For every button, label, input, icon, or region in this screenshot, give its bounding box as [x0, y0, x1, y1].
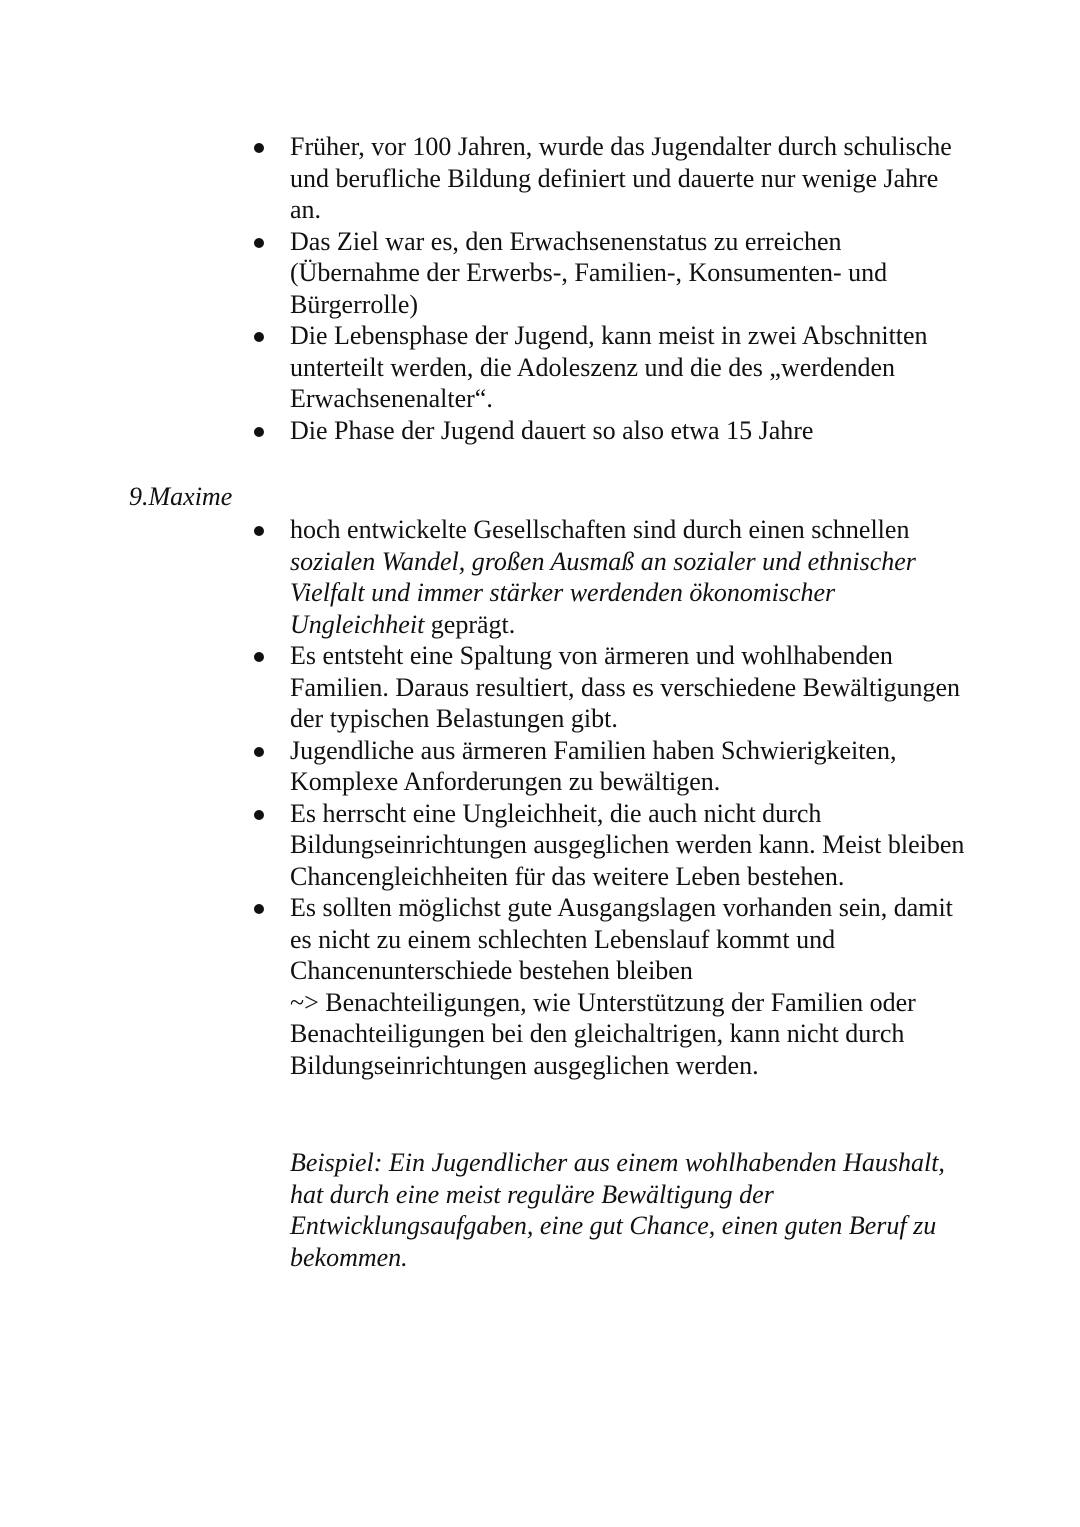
bullet-icon: [254, 904, 264, 914]
bullet-icon: [254, 747, 264, 757]
list-item: [254, 640, 974, 735]
bullet-list-maxime: [254, 514, 974, 1081]
bullet-icon: [254, 652, 264, 662]
bullet-list-youth-history: [254, 131, 974, 446]
list-item-text: Früher, vor 100 Jahren, wurde das Jugendalter durch schulische und berufliche Bildung definiert und dauerte nur wenige Jahre an.: [290, 132, 952, 224]
list-item-text: Es entsteht eine Spaltung von ärmeren und wohlhabenden Familien. Daraus resultiert, dass es verschiedene Bewältigungen der typischen Belastungen gibt.: [290, 641, 961, 733]
list-item-text-start: hoch entwickelte Gesellschaften sind durch einen schnellen: [290, 515, 910, 544]
list-item: [254, 415, 974, 447]
bullet-icon: [254, 526, 264, 536]
list-item-subtext: ~> Benachteiligungen, wie Unterstützung der Familien oder Benachteiligungen bei den gleichaltrigen, kann nicht durch Bildungseinrichtungen ausgeglichen werden.: [290, 987, 916, 1080]
list-item: [254, 735, 974, 798]
list-item: [254, 320, 974, 415]
example-paragraph: Beispiel: Ein Jugendlicher aus einem wohlhabenden Haushalt, hat durch eine meist reguläre Bewältigung der Entwicklungsaufgaben, eine gut Chance, einen guten Beruf zu bekommen.: [290, 1148, 945, 1272]
bullet-icon: [254, 427, 264, 437]
bullet-icon: [254, 238, 264, 248]
bullet-icon: [254, 332, 264, 342]
list-item-text: Das Ziel war es, den Erwachsenenstatus zu erreichen (Übernahme der Erwerbs-, Familien-, Konsumenten- und Bürgerrolle): [290, 226, 888, 319]
section-heading: 9.Maxime: [129, 482, 233, 511]
list-item: [254, 892, 974, 1081]
list-item: [254, 514, 974, 640]
list-item-text-end: geprägt.: [424, 609, 516, 639]
list-item: [254, 798, 974, 893]
bullet-icon: [254, 810, 264, 820]
bullet-icon: [254, 143, 264, 153]
list-item: [254, 131, 974, 226]
list-item-text: Jugendliche aus ärmeren Familien haben Schwierigkeiten, Komplexe Anforderungen zu bewältigen.: [290, 735, 897, 796]
list-item-text: Die Lebensphase der Jugend, kann meist in zwei Abschnitten unterteilt werden, die Adoleszenz und die des „werdenden Erwachsenenalter“.: [290, 321, 928, 413]
list-item-text-emphasis: sozialen Wandel, großen Ausmaß an sozialer und ethnischer Vielfalt und immer stärker werdenden ökonomischer Ungleichheit: [290, 546, 916, 639]
list-item-text: Es herrscht eine Ungleichheit, die auch nicht durch Bildungseinrichtungen ausgeglichen werden kann. Meist bleiben Chancengleichheiten für das weitere Leben bestehen.: [290, 798, 965, 891]
list-item-text: Es sollten möglichst gute Ausgangslagen vorhanden sein, damit es nicht zu einem schlechten Lebenslauf kommt und Chancenunterschiede bestehen bleiben: [290, 893, 953, 985]
list-item: [254, 226, 974, 321]
list-item-text: Die Phase der Jugend dauert so also etwa 15 Jahre: [290, 415, 814, 445]
